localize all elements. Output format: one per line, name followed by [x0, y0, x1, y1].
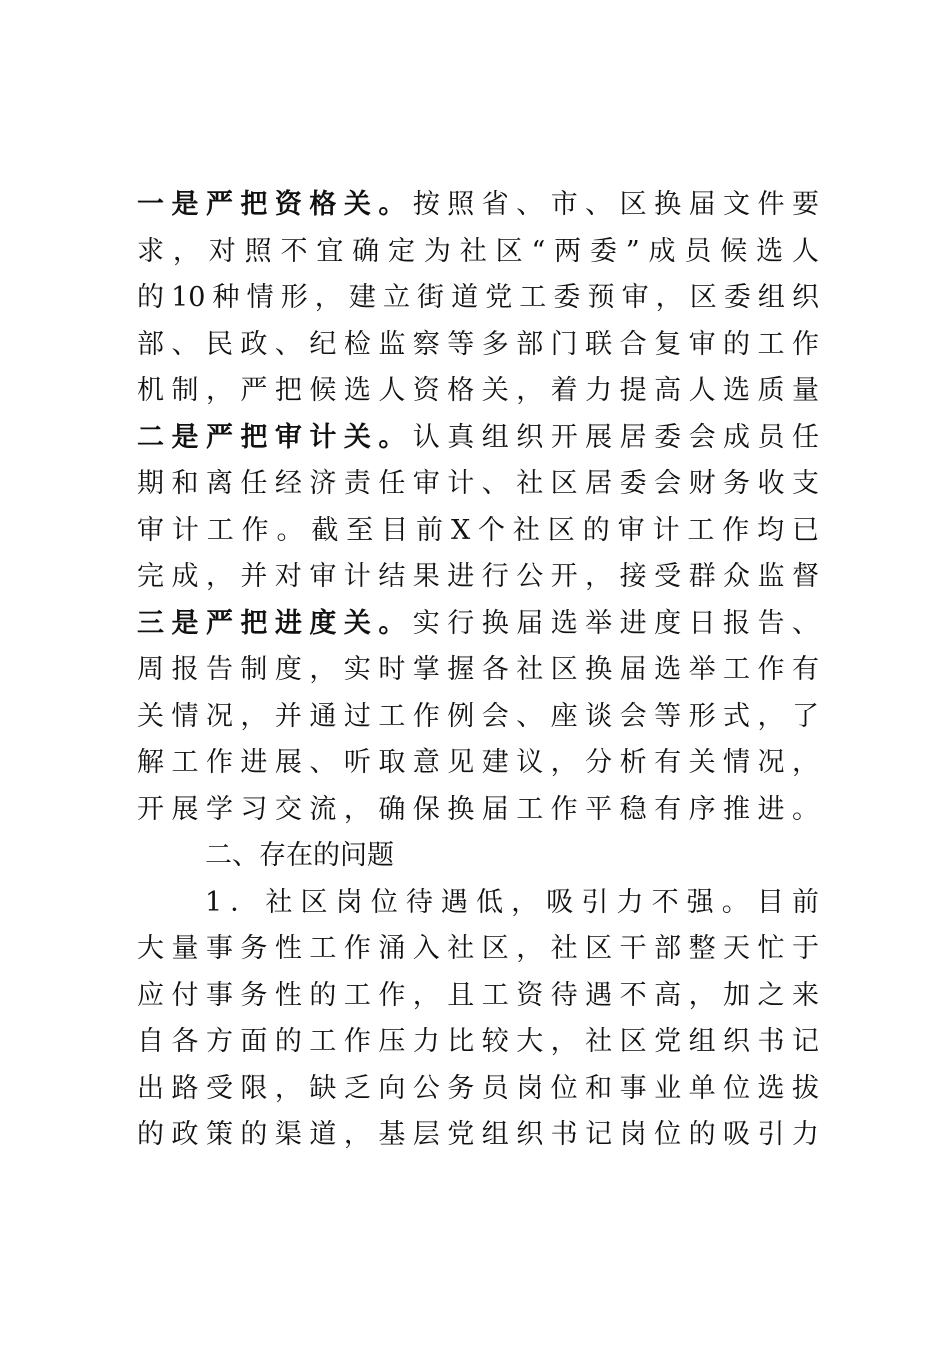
text-line	[137, 554, 819, 601]
line-text: 求，对照不宜确定为社区“两委”成员候选人	[137, 235, 819, 267]
line-text: 应付事务性的工作，且工资待遇不高，加之来	[137, 979, 819, 1011]
text-line	[137, 601, 819, 648]
text-line	[137, 880, 819, 927]
bold-lead: 一是严把资格关。	[137, 189, 413, 220]
text-line	[137, 1066, 819, 1113]
text-line	[137, 322, 819, 369]
line-text: 的10种情形，建立街道党工委预审，区委组织	[137, 282, 819, 313]
line-text: 期和离任经济责任审计、社区居委会财务收支	[137, 468, 819, 499]
text-line	[137, 368, 819, 415]
line-text: 机制，严把候选人资格关，着力提高人选质量	[137, 375, 819, 406]
text-line	[137, 275, 819, 322]
line-text: 审计工作。截至目前X个社区的审计工作均已	[137, 514, 819, 546]
heading-text: 二、存在的问题	[205, 840, 394, 871]
text-line	[137, 415, 819, 462]
text-line	[137, 229, 819, 276]
text-line	[137, 182, 819, 229]
text-line	[137, 740, 819, 787]
line-text: 1．社区岗位待遇低，吸引力不强。目前	[205, 886, 819, 918]
text-line	[137, 973, 819, 1020]
line-text: 按照省、市、区换届文件要	[412, 189, 820, 220]
text-line	[137, 461, 819, 508]
text-line	[137, 787, 819, 834]
bold-lead: 二是严把审计关。	[137, 421, 413, 453]
line-text: 部、民政、纪检监察等多部门联合复审的工作	[137, 328, 819, 360]
text-line	[137, 694, 819, 741]
text-line	[137, 1112, 819, 1159]
line-text: 实行换届选举进度日报告、	[412, 607, 820, 639]
section-heading	[137, 833, 819, 880]
line-text: 完成，并对审计结果进行公开，接受群众监督	[137, 561, 819, 592]
line-text: 自各方面的工作压力比较大，社区党组织书记	[137, 1026, 819, 1057]
line-text: 开展学习交流，确保换届工作平稳有序推进。	[137, 793, 819, 825]
line-text: 出路受限，缺乏向公务员岗位和事业单位选拔	[137, 1072, 819, 1104]
text-line	[137, 508, 819, 555]
text-line	[137, 647, 819, 694]
line-text: 周报告制度，实时掌握各社区换届选举工作有	[137, 654, 819, 685]
line-text: 解工作进展、听取意见建议，分析有关情况，	[137, 747, 819, 778]
line-text: 关情况，并通过工作例会、座谈会等形式，了	[137, 700, 819, 732]
text-line	[137, 1019, 819, 1066]
text-line	[137, 926, 819, 973]
document-body	[137, 182, 819, 1159]
line-text: 认真组织开展居委会成员任	[412, 421, 820, 453]
line-text: 的政策的渠道，基层党组织书记岗位的吸引力	[137, 1119, 819, 1150]
line-text: 大量事务性工作涌入社区，社区干部整天忙于	[137, 933, 819, 964]
bold-lead: 三是严把进度关。	[137, 607, 413, 639]
